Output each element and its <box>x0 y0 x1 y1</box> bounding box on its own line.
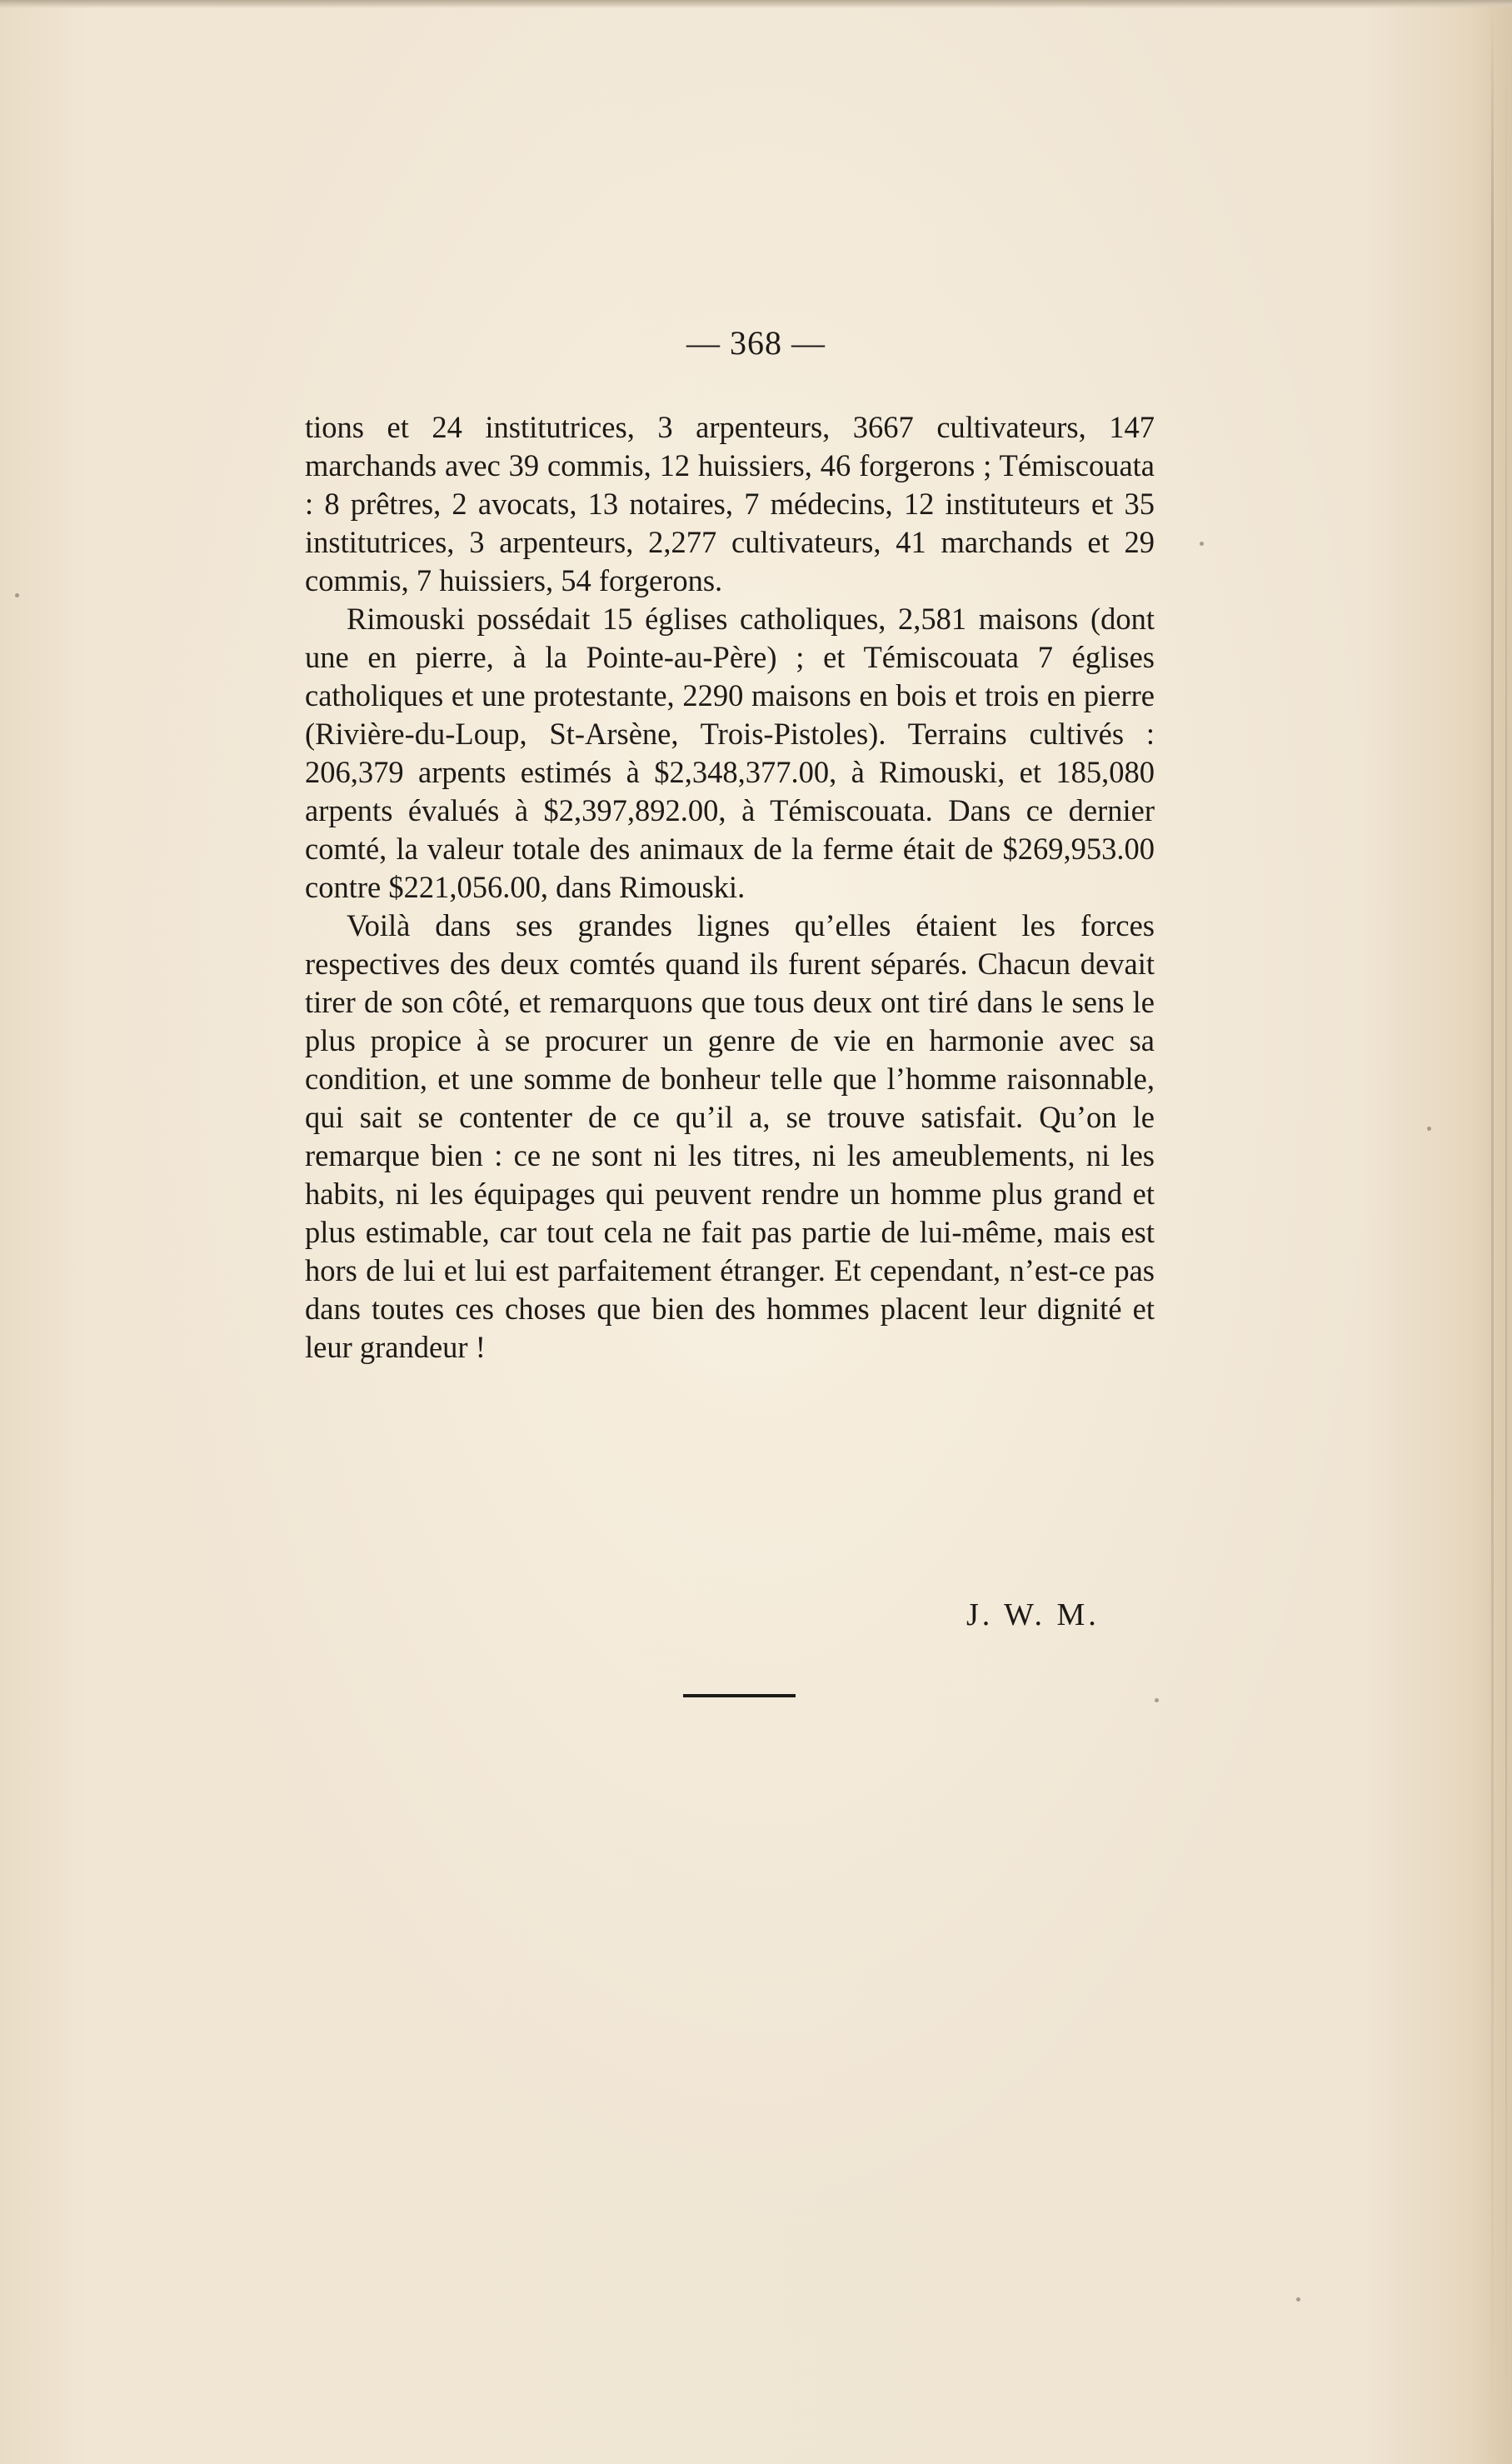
paper-speck <box>1296 2297 1300 2302</box>
paper-speck <box>1155 1698 1159 1702</box>
page-number: — 368 — <box>686 324 826 362</box>
page-top-edge <box>0 0 1512 8</box>
author-signature: J. W. M. <box>966 1597 1100 1632</box>
paragraph-1: tions et 24 institutrices, 3 arpenteurs, 3667 cultivateurs, 147 marchands avec 39 commis, 12 huissiers, 46 forgerons ; Témiscouata : 8 prêtres, 2 avocats, 13 notaires, 7 médecins, 12 instituteurs et 35 institutrices, 3 arpenteurs, 2,277 cultivateurs, 41 marchands et 29 commis, 7 huissiers, 54 forgerons. <box>305 410 1155 597</box>
paragraph-3: Voilà dans ses grandes lignes qu’elles étaient les forces respectives des deux comtés quand ils furent séparés. Chacun devait tirer de son côté, et remarquons que tous deux ont tiré dans le sens le plus propice à se procurer un genre de vie en harmonie avec sa condition, et une somme de bonheur telle que l’homme raisonnable, qui sait se contenter de ce qu’il a, se trouve satisfait. Qu’on le remarque bien : ce ne sont ni les titres, ni les ameublements, ni les habits, ni les équipages qui peuvent rendre un homme plus grand et plus estimable, car tout cela ne fait pas partie de lui-même, mais est hors de lui et lui est parfaitement étranger. Et cependant, n’est-ce pas dans toutes ces choses que bien des hommes placent leur dignité et leur grandeur ! <box>305 908 1155 1364</box>
page-fold-shadow <box>1491 0 1494 2464</box>
paper-speck <box>15 593 19 597</box>
body-text <box>305 408 1155 1367</box>
paper-speck <box>1200 542 1204 546</box>
paper-speck <box>1427 1127 1431 1131</box>
page-edge-shadow <box>1505 0 1507 2464</box>
paragraph-2: Rimouski possédait 15 églises catholiques, 2,581 maisons (dont une en pierre, à la Pointe-au-Père) ; et Témiscouata 7 églises catholiques et une protestante, 2290 maisons en bois et trois en pierre (Rivière-du-Loup, St-Arsène, Trois-Pistoles). Terrains cultivés : 206,379 arpents estimés à $2,348,377.00, à Rimouski, et 185,080 arpents évalués à $2,397,892.00, à Témiscouata. Dans ce dernier comté, la valeur totale des animaux de la ferme était de $269,953.00 contre $221,056.00, dans Rimouski. <box>305 602 1155 904</box>
end-rule <box>683 1694 796 1697</box>
